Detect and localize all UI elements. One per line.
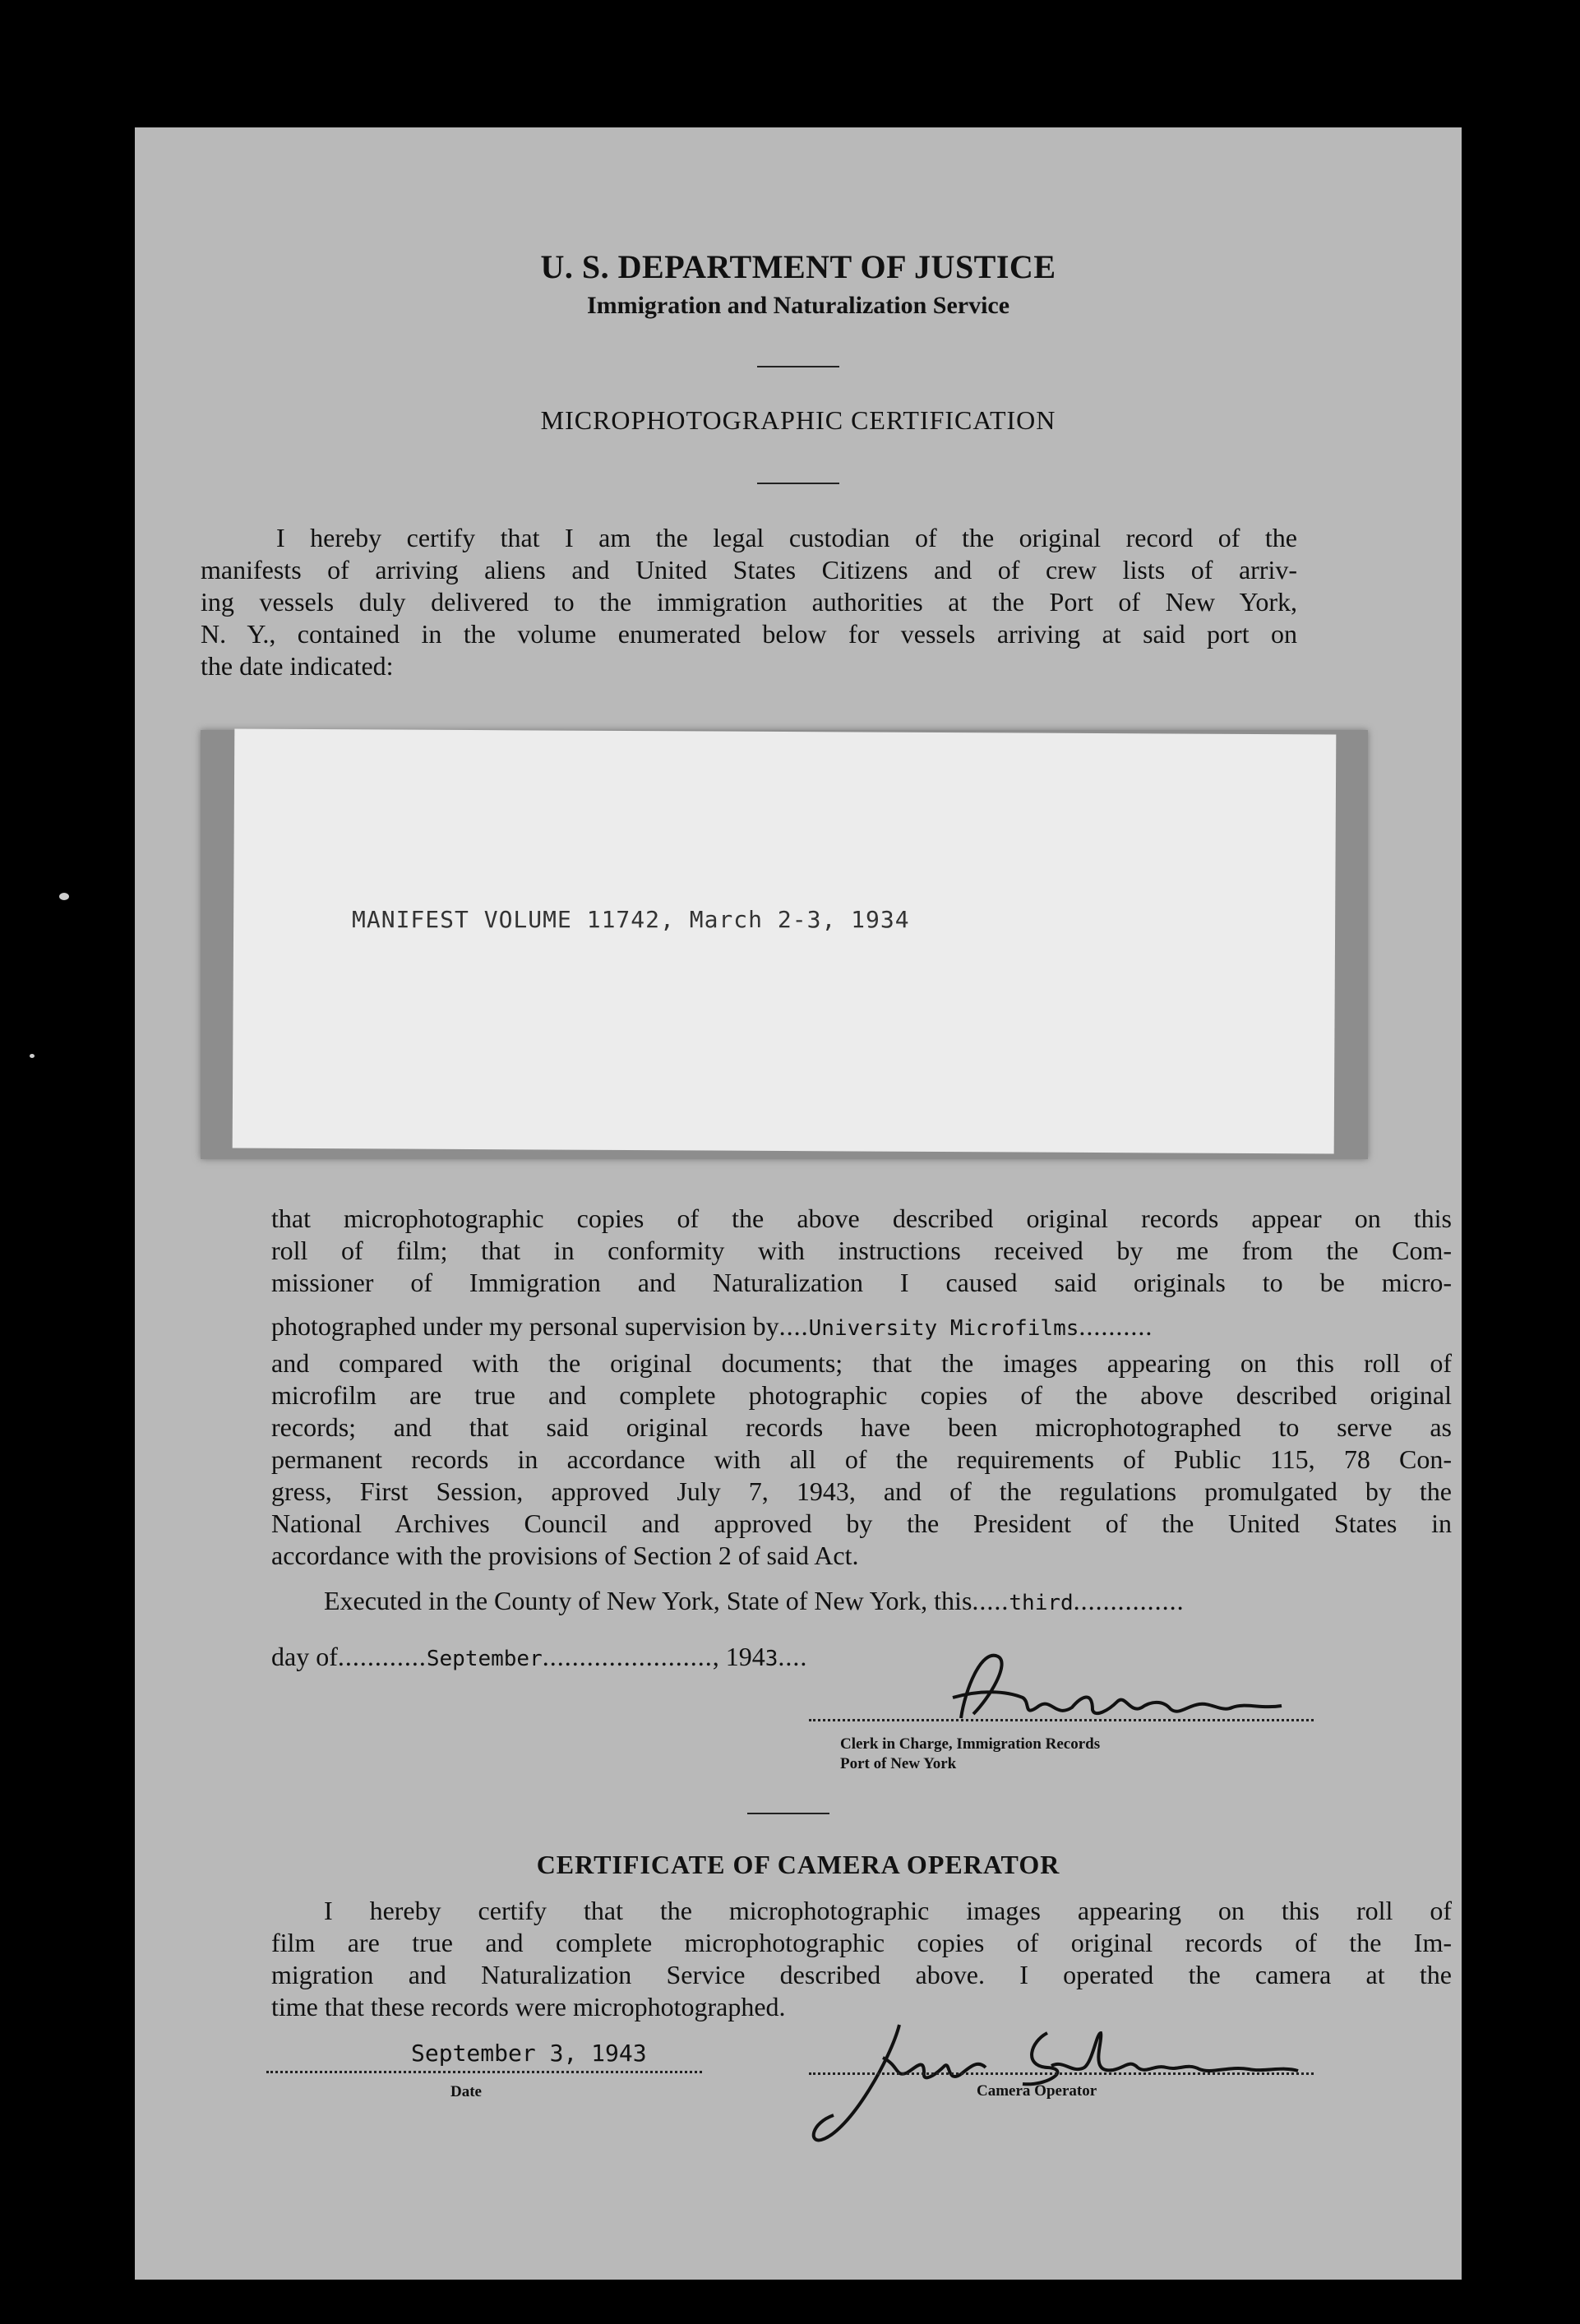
date-line — [266, 2071, 702, 2073]
year-suffix: 3 — [765, 1647, 778, 1671]
date-label: Date — [450, 2083, 482, 2100]
camera-line: migration and Naturalization Service described above. I operated the camera at the — [271, 1960, 1452, 1989]
executed-day: third — [1009, 1591, 1074, 1615]
body-line: roll of film; that in conformity with instructions received by me from the Com- — [271, 1236, 1452, 1265]
film-speck — [30, 1054, 35, 1058]
dot-leader: ....................... — [542, 1642, 713, 1671]
body-line: that microphotographic copies of the above described original records appear on this — [271, 1204, 1452, 1233]
body-paragraph — [271, 1203, 1452, 1299]
divider — [757, 483, 839, 484]
camera-heading: CERTIFICATE OF CAMERA OPERATOR — [536, 1850, 1060, 1879]
body-line: missioner of Immigration and Naturalization I caused said originals to be micro- — [271, 1268, 1452, 1297]
supervision-prefix: photographed under my personal supervision by — [271, 1311, 779, 1341]
dot-leader: .... — [778, 1311, 809, 1341]
body-line: National Archives Council and approved by the President of the United States in — [271, 1509, 1452, 1538]
manifest-slip — [233, 728, 1337, 1153]
intro-paragraph — [201, 522, 1297, 682]
operator-label: Camera Operator — [977, 2082, 1097, 2100]
intro-line: N. Y., contained in the volume enumerated below for vessels arriving at said port on — [201, 619, 1297, 649]
service-subheading: Immigration and Naturalization Service — [586, 292, 1010, 319]
supervisor-name: University Microfilms — [808, 1316, 1079, 1341]
camera-line: time that these records were microphotographed. — [271, 1992, 786, 2021]
clerk-title — [840, 1735, 1100, 1774]
body-line: records; and that said original records have been microphotographed to serve as — [271, 1412, 1452, 1442]
day-of-label: day of — [271, 1642, 338, 1671]
body-paragraph-continued — [271, 1347, 1452, 1572]
body-line: gress, First Session, approved July 7, 1943, and of the regulations promulgated by the — [271, 1476, 1452, 1506]
dot-leader: ............... — [1073, 1586, 1185, 1615]
executed-prefix: Executed in the County of New York, State of New York, this — [324, 1586, 972, 1615]
certificate-sheet — [135, 127, 1462, 2280]
supervision-line — [271, 1311, 1452, 1342]
intro-line: ing vessels duly delivered to the immigration authorities at the Port of New York, — [201, 587, 1297, 617]
camera-date-value: September 3, 1943 — [411, 2040, 647, 2067]
year-prefix: 194 — [725, 1642, 765, 1671]
executed-line — [324, 1586, 1185, 1616]
intro-line: the date indicated: — [201, 651, 394, 681]
body-line: microfilm are true and complete photographic copies of the above described original — [271, 1380, 1452, 1410]
dot-leader: .......... — [1079, 1311, 1153, 1341]
divider — [747, 1813, 829, 1814]
intro-line: manifests of arriving aliens and United States Citizens and of crew lists of arriv- — [201, 555, 1297, 584]
clerk-title-line: Port of New York — [840, 1755, 957, 1772]
dot-leader: ..... — [972, 1586, 1009, 1615]
clerk-signature — [916, 1640, 1302, 1730]
body-line: and compared with the original documents; that the images appearing on this roll of — [271, 1348, 1452, 1378]
camera-line: I hereby certify that the microphotographic images appearing on this roll of — [324, 1896, 1452, 1925]
divider — [757, 366, 839, 367]
manifest-volume-text: MANIFEST VOLUME 11742, March 2-3, 1934 — [352, 906, 910, 933]
dot-leader: .... — [778, 1642, 808, 1671]
certification-title: MICROPHOTOGRAPHIC CERTIFICATION — [540, 405, 1056, 435]
day-of-line: day of............September......................., 1943.... — [271, 1642, 808, 1671]
film-speck — [59, 893, 69, 900]
agency-heading: U. S. DEPARTMENT OF JUSTICE — [540, 248, 1056, 285]
camera-line: film are true and complete microphotographic copies of original records of the Im- — [271, 1928, 1452, 1957]
body-line: accordance with the provisions of Section 2 of said Act. — [271, 1541, 859, 1570]
intro-line: I hereby certify that I am the legal custodian of the original record of the — [276, 523, 1297, 552]
dot-leader: ............ — [337, 1642, 427, 1671]
camera-paragraph — [271, 1895, 1452, 2023]
body-line: permanent records in accordance with all of the requirements of Public 115, 78 Con- — [271, 1444, 1452, 1474]
executed-month: September — [426, 1647, 543, 1671]
operator-signature-line — [809, 2072, 1314, 2075]
clerk-title-line: Clerk in Charge, Immigration Records — [840, 1735, 1101, 1753]
